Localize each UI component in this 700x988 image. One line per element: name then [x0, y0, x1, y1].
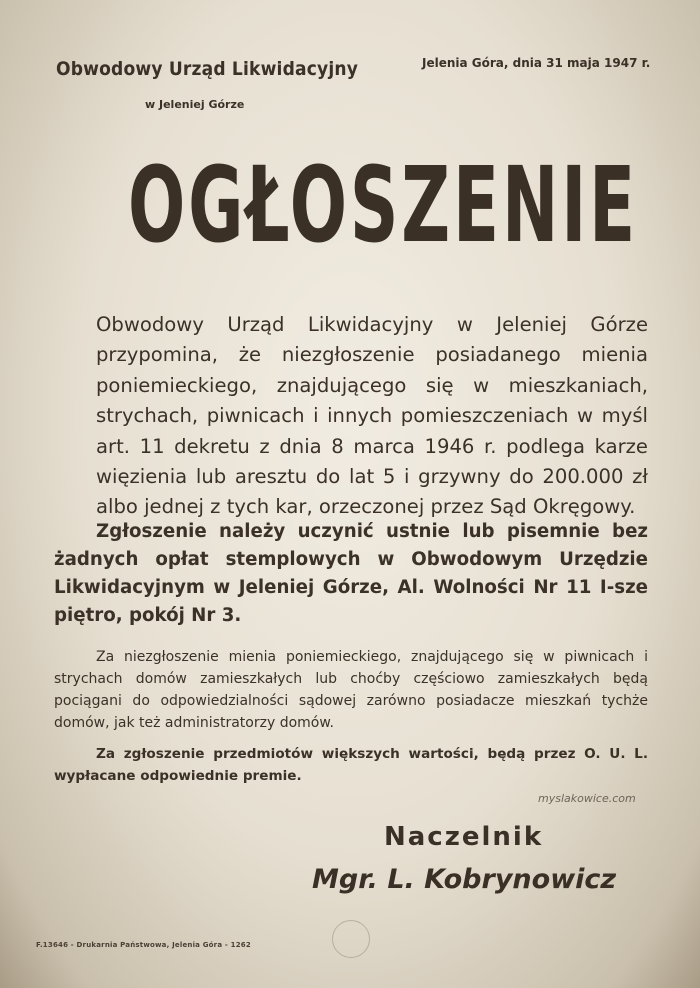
- paragraph-reporting-instructions: Zgłoszenie należy uczynić ustnie lub pisemnie bez żadnych opłat stemplowych w Obwodowym Urzędzie Likwidacyjnym w Jeleniej Górze, Al. Wolności Nr 11 I-sze piętro, pokój Nr 3.: [54, 521, 648, 626]
- headline: OGŁOSZENIE: [128, 144, 639, 266]
- paragraph-reward: Za zgłoszenie przedmiotów większych wartości, będą przez O. U. L. wypłacane odpowiednie premie.: [54, 746, 648, 784]
- watermark: myslakowice.com: [538, 792, 636, 805]
- issuing-office: Obwodowy Urząd Likwidacyjny: [56, 58, 359, 80]
- signer-name: Mgr. L. Kobrynowicz: [312, 864, 617, 895]
- printer-footer: F.13646 - Drukarnia Państwowa, Jelenia Góra - 1262: [36, 941, 251, 949]
- signer-title: Naczelnik: [384, 822, 544, 852]
- issuing-office-location: w Jeleniej Górze: [145, 98, 245, 111]
- stamp-icon: [332, 920, 370, 958]
- paragraph-liability: Za niezgłoszenie mienia poniemieckiego, znajdującego się w piwnicach i strychach domów zamieszkałych lub choćby częściowo zamieszkałych będą pociągani do odpowiedzialności sądowej zarówno posiadacze mieszkań tychże domów, jak też administratorzy domów.: [54, 649, 648, 731]
- document-date: Jelenia Góra, dnia 31 maja 1947 r.: [422, 56, 651, 70]
- paragraph-warning: Obwodowy Urząd Likwidacyjny w Jeleniej Górze przypomina, że niezgłoszenie posiadanego mienia poniemieckiego, znajdującego się w mieszkaniach, strychach, piwnicach i innych pomieszczeniach w myśl art. 11 dekretu z dnia 8 marca 1946 r. podlega karze więzienia lub aresztu do lat 5 i grzywny do 200.000 zł albo jednej z tych kar, orzeczonej przez Sąd Okręgowy.: [96, 313, 648, 519]
